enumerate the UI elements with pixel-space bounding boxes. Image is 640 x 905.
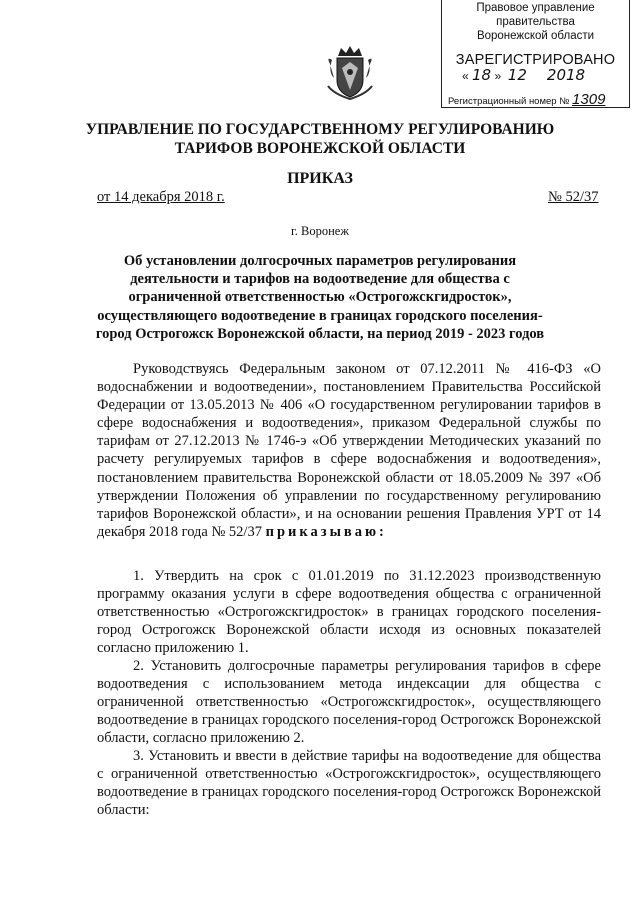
registration-stamp <box>441 0 630 108</box>
preamble <box>97 360 601 541</box>
preamble-text: Руководствуясь Федеральным законом от 07.12.2011 № 416-ФЗ «О водоснабжении и водоотведении», постановлением Правительства Российской Федерации от 13.05.2013 № 406 «О государственном регулировании тарифов в сфере водоснабжения и водоотведения», приказом Федеральной службы по тарифам от 27.12.2013 № 1746-э «Об утверждении Методических указаний по расчету регулируемых тарифов в сфере водоснабжения и водоотведения», постановлением правительства Воронежской области от 18.05.2009 № 397 «Об утверждении Положения об управлении по государственному регулированию тарифов Воронежской области», и на основании решения Правления УРТ от 14 декабря 2018 года № 52/37 <box>97 361 601 540</box>
stamp-date-month: 12 <box>507 66 527 84</box>
document-city: г. Воронеж <box>291 224 349 238</box>
stamp-date: « 18 » 12 2018 <box>462 66 586 84</box>
stamp-org-line2: Воронежской области <box>476 30 595 42</box>
stamp-organization <box>442 1 629 43</box>
document-number: № 52/37 <box>548 189 599 205</box>
command-word: приказываю: <box>265 523 387 540</box>
stamp-org-line1: Правовое управление правительства <box>476 2 595 28</box>
order-item-2: 2. Установить долгосрочные параметры регулирования тарифов в сфере водоотведения с использованием метода индексации для общества с ограниченной ответственностью «Острогожскгидросток», осуществляющего водоотведение в границах городского поселения-город Острогожск Воронежской области, согласно приложению 2. <box>97 658 601 747</box>
stamp-date-day: 18 <box>472 66 492 84</box>
document-subject: Об установлении долгосрочных параметров регулирования деятельности и тарифов на водоотведение для общества с ограниченной ответственностью «Острогожскгидросток», осуществляющего водоотведение в границах городского поселения-город Острогожск Воронежской области, на период 2019 - 2023 годов <box>95 253 545 342</box>
authority-title-line1: УПРАВЛЕНИЕ ПО ГОСУДАРСТВЕННОМУ РЕГУЛИРОВАНИЮ <box>85 121 555 138</box>
stamp-reg-value: 1309 <box>572 91 606 108</box>
stamp-reg-number <box>448 91 628 108</box>
document-date: от 14 декабря 2018 г. <box>97 189 225 205</box>
order-item-1: 1. Утвердить на срок с 01.01.2019 по 31.12.2023 производственную программу оказания услуги в сфере водоотведения общества с ограниченной ответственностью «Острогожскгидросток» в границах городского поселения-город Острогожск Воронежской области исходя из основных показателей согласно приложению 1. <box>97 568 601 657</box>
stamp-date-year: 2018 <box>546 66 586 84</box>
order-item-3: 3. Установить и ввести в действие тарифы на водоотведение для общества с ограниченной ответственностью «Острогожскгидросток», осуществляющего водоотведение в границах городского поселения-город Острогожск Воронежской области: <box>97 748 601 819</box>
stamp-registered: ЗАРЕГИСТРИРОВАНО <box>455 52 616 68</box>
document-type: ПРИКАЗ <box>287 170 353 187</box>
authority-title-line2: ТАРИФОВ ВОРОНЕЖСКОЙ ОБЛАСТИ <box>174 140 466 157</box>
coat-of-arms-emblem <box>324 42 376 100</box>
stamp-reg-label: Регистрационный номер № <box>448 96 570 107</box>
